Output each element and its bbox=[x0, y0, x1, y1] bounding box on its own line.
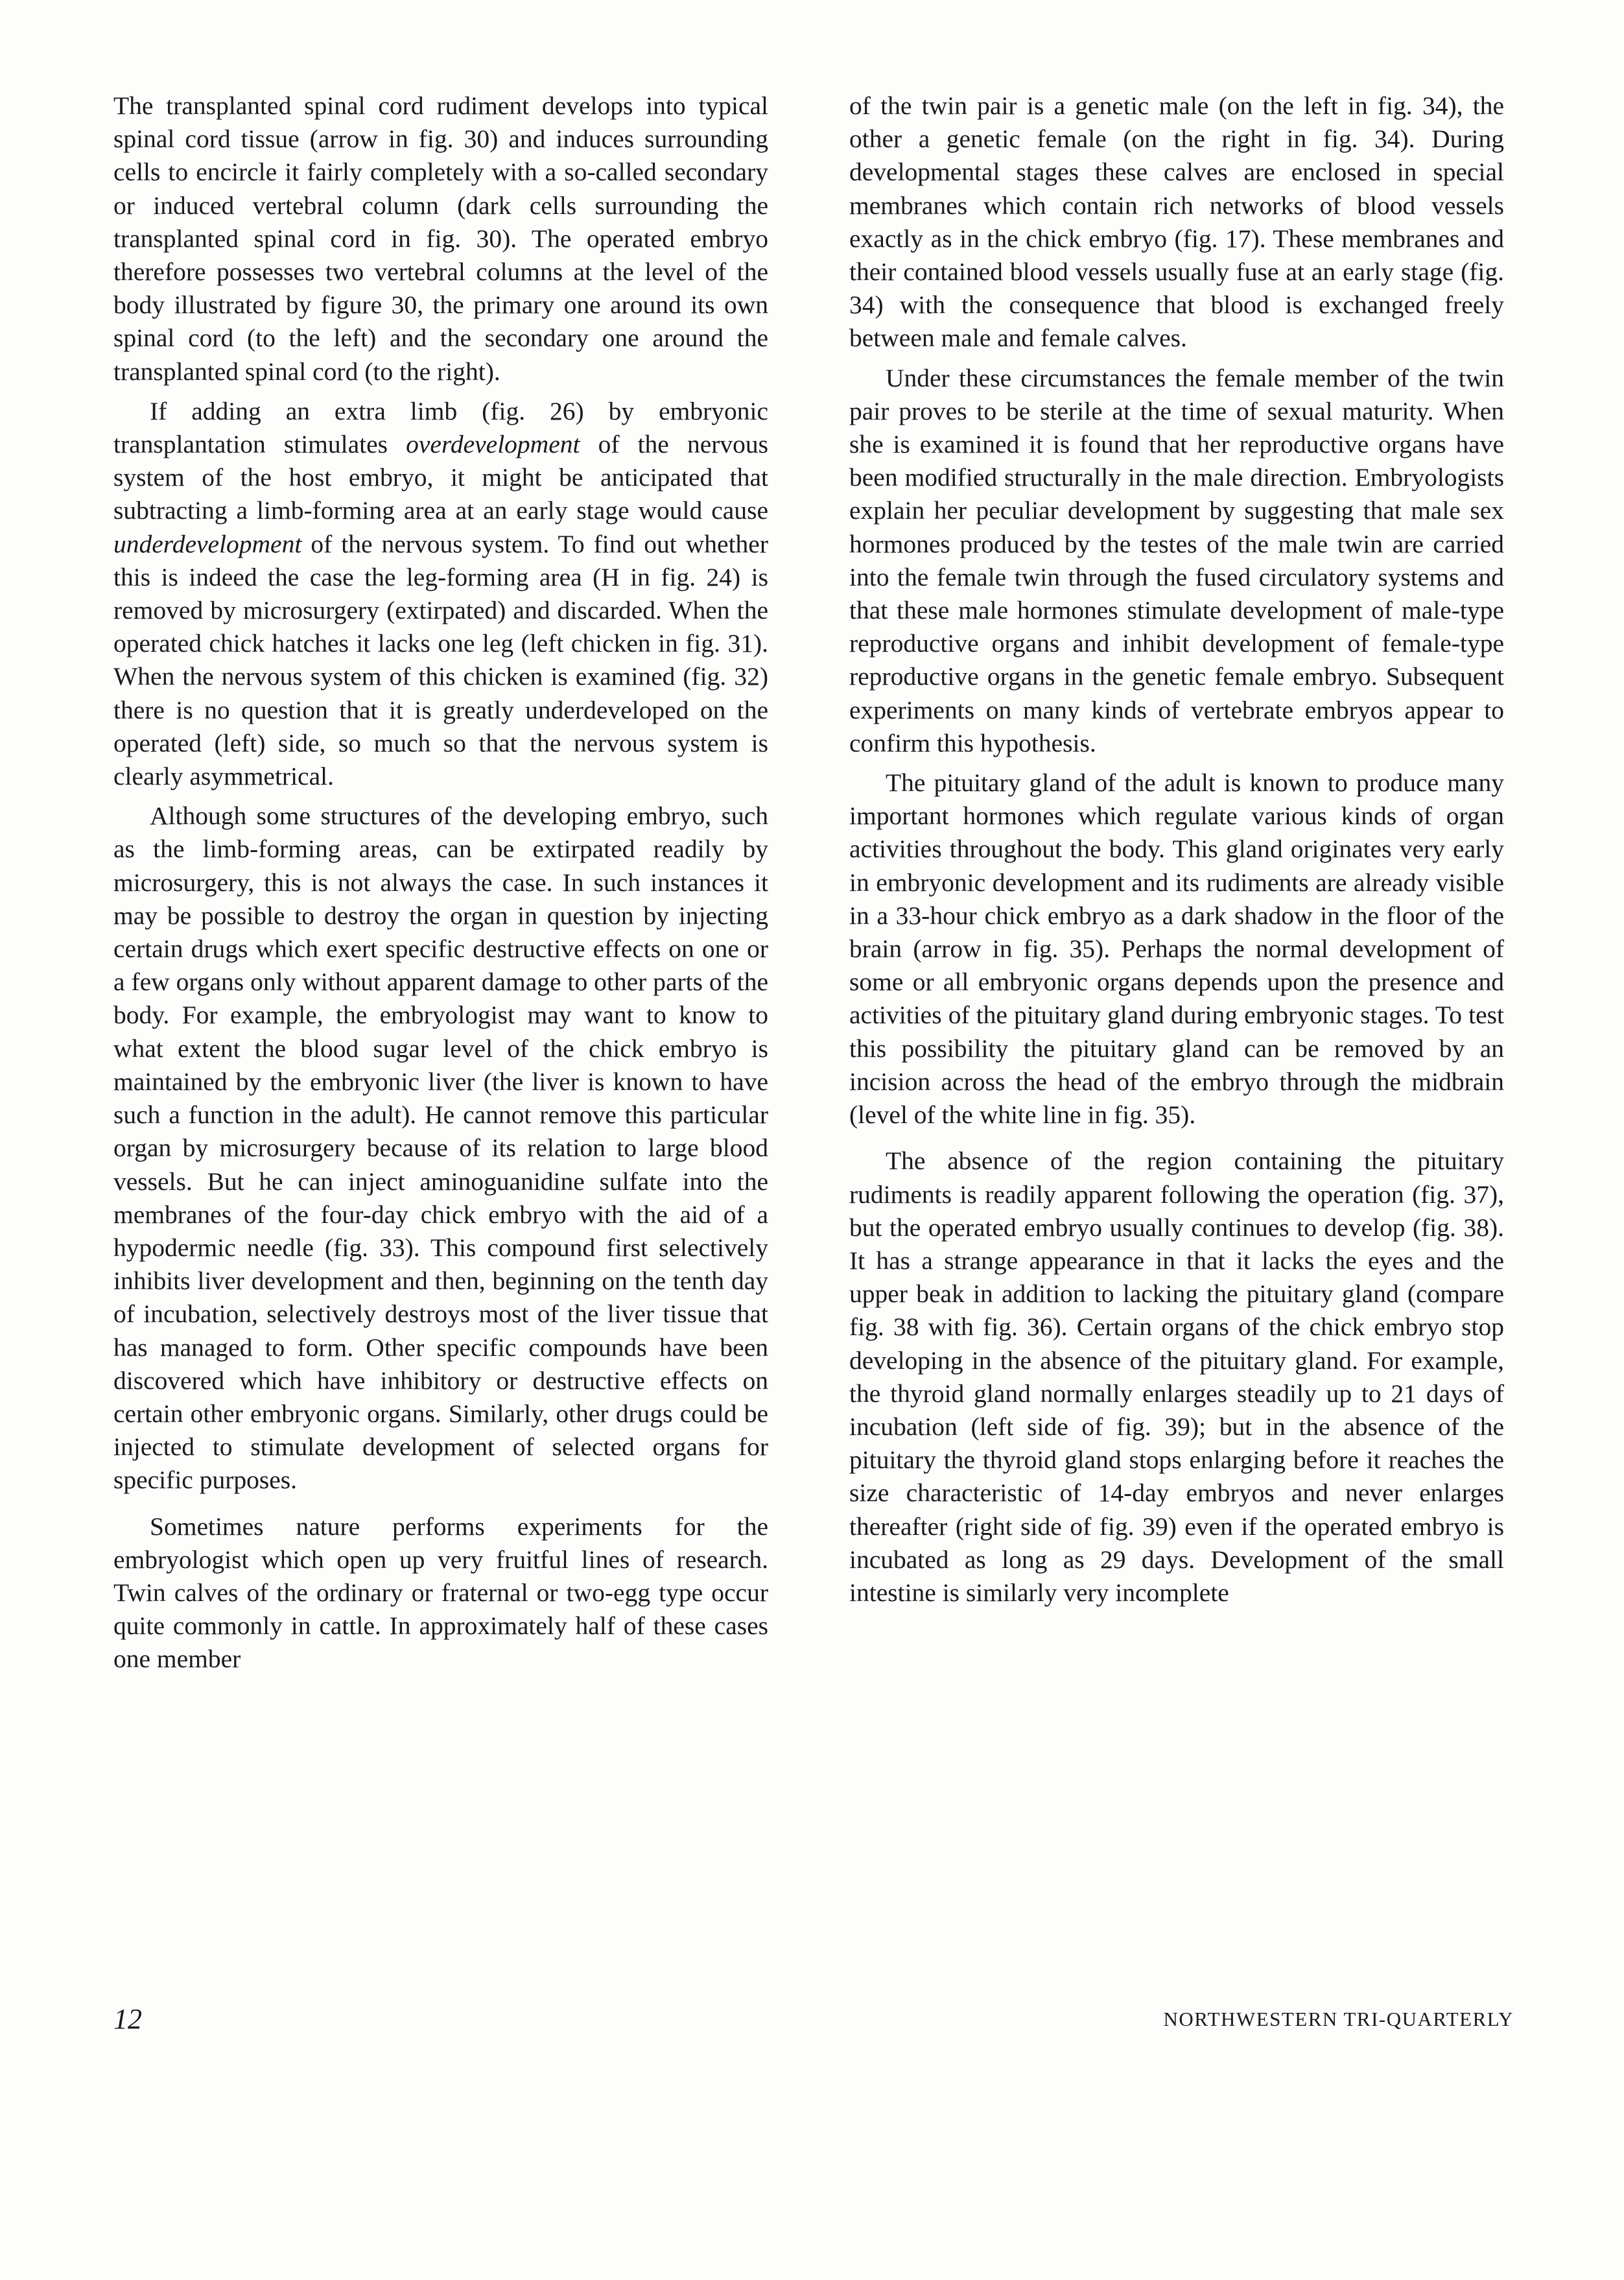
left-paragraph-2 bbox=[113, 395, 768, 793]
page-footer bbox=[113, 2002, 1514, 2041]
right-column bbox=[849, 89, 1504, 1616]
left-paragraph-2-text-b: of the nervous system of the host embryo, it might be anticipated that subtracting a limb-forming area at an early stage would cause bbox=[113, 430, 768, 525]
right-paragraph-3: The pituitary gland of the adult is known to produce many important hormones which regulate various kinds of organ activities throughout the body. This gland originates very early in embryonic development and its rudiments are already visible in a 33-hour chick embryo as a dark shadow in the floor of the brain (arrow in fig. 35). Perhaps the normal development of some or all embryonic organs depends upon the presence and activities of the pituitary gland during embryonic stages. To test this possibility the pituitary gland can be removed by an incision across the head of the embryo through the midbrain (level of the white line in fig. 35). bbox=[849, 768, 1504, 1130]
publication-name: NORTHWESTERN TRI-QUARTERLY bbox=[1163, 2008, 1514, 2030]
left-paragraph-2-text-a: If adding an extra limb (fig. 26) by embryonic transplantation stimulates bbox=[113, 396, 768, 459]
right-paragraph-2: Under these circumstances the female member of the twin pair proves to be sterile at the time of sexual maturity. When she is examined it is found that her reproductive organs have been modified structurally in the male direction. Embryologists explain her peculiar development by suggesting that male sex hormones produced by the testes of the male twin are carried into the female twin through the fused circulatory systems and that these male hormones stimulate development of male-type reproductive organs and inhibit development of female-type reproductive organs in the genetic female embryo. Subsequent experiments on many kinds of vertebrate embryos appear to confirm this hypothesis. bbox=[849, 363, 1504, 757]
right-paragraph-1: of the twin pair is a genetic male (on the left in fig. 34), the other a genetic female (on the right in fig. 34). During developmental stages these calves are enclosed in special membranes which contain rich networks of blood vessels exactly as in the chick embryo (fig. 17). These membranes and their contained blood vessels usually fuse at an early stage (fig. 34) with the consequence that blood is exchanged freely between male and female calves. bbox=[849, 91, 1504, 353]
underdevelopment-emphasis: underdevelopment bbox=[113, 529, 302, 558]
right-paragraph-4: The absence of the region containing the pituitary rudiments is readily apparent following the operation (fig. 37), but the operated embryo usually continues to develop (fig. 38). It has a strange appearance in that it lacks the eyes and the upper beak in addition to lacking the pituitary gland (compare fig. 38 with fig. 36). Certain organs of the chick embryo stop developing in the absence of the pituitary gland. For example, the thyroid gland normally enlarges steadily up to 21 days of incubation (left side of fig. 39); but in the absence of the pituitary the thyroid gland stops enlarging before it reaches the size characteristic of 14-day embryos and never enlarges thereafter (right side of fig. 39) even if the operated embryo is incubated as long as 29 days. Development of the small intestine is similarly very incomplete bbox=[849, 1146, 1504, 1607]
left-paragraph-2-text-c: of the nervous system. To find out whether this is indeed the case the leg-forming area (H in fig. 24) is removed by microsurgery (extirpated) and discarded. When the operated chick hatches it lacks one leg (left chicken in fig. 31). When the nervous system of this chicken is examined (fig. 32) there is no question that it is greatly underdeveloped on the operated (left) side, so much so that the nervous system is clearly asymmetrical. bbox=[113, 529, 768, 791]
left-paragraph-3: Although some structures of the developing embryo, such as the limb-forming areas, can be extirpated readily by microsurgery, this is not always the case. In such instances it may be possible to destroy the organ in question by injecting certain drugs which exert specific destructive effects on one or a few organs only without apparent damage to other parts of the body. For example, the embryologist may want to know to what extent the blood sugar level of the chick embryo is maintained by the embryonic liver (the liver is known to have such a function in the adult). He cannot remove this particular organ by microsurgery because of its relation to large blood vessels. But he can inject aminoguanidine sulfate into the membranes of the four-day chick embryo with the aid of a hypodermic needle (fig. 33). This compound first selectively inhibits liver development and then, beginning on the tenth day of incubation, selectively destroys most of the liver tissue that has managed to form. Other specific compounds have been discovered which have inhibitory or destructive effects on certain other embryonic organs. Similarly, other drugs could be injected to stimulate development of selected organs for specific purposes. bbox=[113, 802, 768, 1495]
left-paragraph-4: Sometimes nature performs experiments for the embryologist which open up very fruitful lines of research. Twin calves of the ordinary or fraternal or two-egg type occur quite commonly in cattle. In approximately half of these cases one member bbox=[113, 1512, 768, 1674]
left-column bbox=[113, 89, 768, 1683]
page-number: 12 bbox=[113, 2003, 142, 2035]
overdevelopment-emphasis: overdevelopment bbox=[406, 430, 580, 459]
left-paragraph-1: The transplanted spinal cord rudiment develops into typical spinal cord tissue (arrow in fig. 30) and induces surrounding cells to encircle it fairly completely with a so-called secondary or induced vertebral column (dark cells surrounding the transplanted spinal cord in fig. 30). The operated embryo therefore possesses two vertebral columns at the level of the body illustrated by figure 30, the primary one around its own spinal cord (to the left) and the secondary one around the transplanted spinal cord (to the right). bbox=[113, 91, 768, 386]
